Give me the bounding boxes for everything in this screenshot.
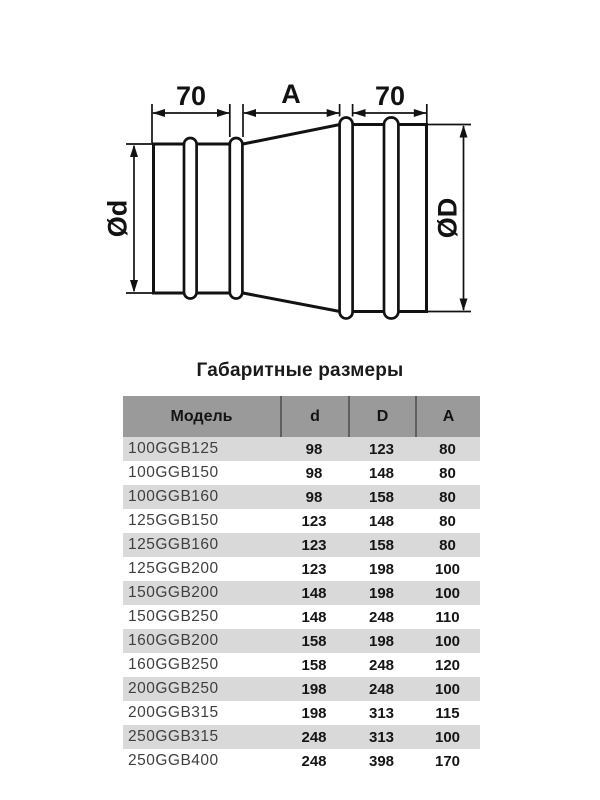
model-cell: 100GGB150: [128, 464, 219, 481]
table-header: [123, 396, 480, 437]
value-cell: 248: [368, 608, 395, 626]
large-diameter-label: ØD: [432, 197, 463, 239]
value-cell: 100: [434, 680, 461, 698]
model-cell: 125GGB150: [128, 512, 219, 529]
table-row: [123, 725, 480, 749]
table-row: [123, 557, 480, 581]
table-row: [123, 581, 480, 605]
value-cell: 100: [434, 560, 461, 578]
value-cell: 148: [301, 584, 327, 602]
value-cell: 148: [368, 464, 395, 482]
value-cell: 158: [301, 632, 327, 650]
model-cell: 160GGB250: [128, 656, 219, 673]
value-cell: 123: [368, 440, 395, 458]
model-cell: 160GGB200: [128, 632, 219, 649]
value-cell: 120: [434, 656, 461, 674]
model-cell: 100GGB160: [128, 488, 219, 505]
model-cell: 125GGB200: [128, 560, 219, 577]
model-cell: 250GGB315: [128, 728, 219, 745]
dimension-label-left-70: 70: [175, 81, 207, 111]
value-cell: 98: [305, 464, 323, 482]
value-cell: 158: [368, 536, 395, 554]
value-cell: 98: [305, 440, 323, 458]
model-cell: 200GGB315: [128, 704, 219, 721]
pipe-beads: [184, 118, 398, 319]
small-diameter-label: Ød: [102, 199, 133, 238]
value-cell: 248: [301, 728, 327, 746]
table-row: [123, 605, 480, 629]
value-cell: 80: [439, 440, 456, 458]
model-cell: 125GGB160: [128, 536, 219, 553]
dimensions-table: [123, 396, 480, 773]
value-cell: 198: [368, 560, 395, 578]
value-cell: 100: [434, 728, 461, 746]
table-row: [123, 749, 480, 773]
value-cell: 123: [301, 512, 327, 530]
model-cell: 150GGB200: [128, 584, 219, 601]
table-row: [123, 437, 480, 461]
table-row: [123, 677, 480, 701]
table-body: [123, 437, 480, 773]
section-title: Габаритные размеры: [196, 360, 404, 381]
value-cell: 148: [301, 608, 327, 626]
value-cell: 148: [368, 512, 395, 530]
table-row: [123, 461, 480, 485]
value-cell: 198: [368, 584, 395, 602]
table-row: [123, 653, 480, 677]
reducer-technical-drawing: [0, 0, 600, 352]
value-cell: 198: [301, 680, 327, 698]
model-cell: 200GGB250: [128, 680, 219, 697]
model-cell: 150GGB250: [128, 608, 219, 625]
value-cell: 80: [439, 512, 456, 530]
dimension-label-right-70: 70: [374, 81, 406, 111]
value-cell: 158: [301, 656, 327, 674]
value-cell: 313: [368, 704, 395, 722]
value-cell: 398: [368, 752, 395, 770]
value-cell: 158: [368, 488, 395, 506]
value-cell: 248: [368, 656, 395, 674]
value-cell: 123: [301, 560, 327, 578]
value-cell: 80: [439, 488, 456, 506]
table-row: [123, 533, 480, 557]
value-cell: 80: [439, 464, 456, 482]
table-row: [123, 629, 480, 653]
value-cell: 80: [439, 536, 456, 554]
column-header-D: D: [348, 396, 415, 437]
value-cell: 198: [368, 632, 395, 650]
value-cell: 123: [301, 536, 327, 554]
column-header-model: Модель: [170, 407, 233, 425]
table-row: [123, 701, 480, 725]
value-cell: 98: [305, 488, 323, 506]
value-cell: 198: [301, 704, 327, 722]
value-cell: 248: [368, 680, 395, 698]
value-cell: 100: [434, 584, 461, 602]
table-row: [123, 485, 480, 509]
column-header-A: A: [415, 396, 480, 437]
value-cell: 313: [368, 728, 395, 746]
reducer-cone: [243, 125, 340, 312]
value-cell: 115: [435, 704, 460, 722]
column-header-d: d: [280, 396, 348, 437]
value-cell: 100: [434, 632, 461, 650]
value-cell: 248: [301, 752, 327, 770]
model-cell: 250GGB400: [128, 752, 219, 769]
value-cell: 110: [435, 608, 460, 626]
dimension-label-a: A: [281, 79, 301, 109]
table-row: [123, 509, 480, 533]
value-cell: 170: [434, 752, 461, 770]
model-cell: 100GGB125: [128, 440, 219, 457]
